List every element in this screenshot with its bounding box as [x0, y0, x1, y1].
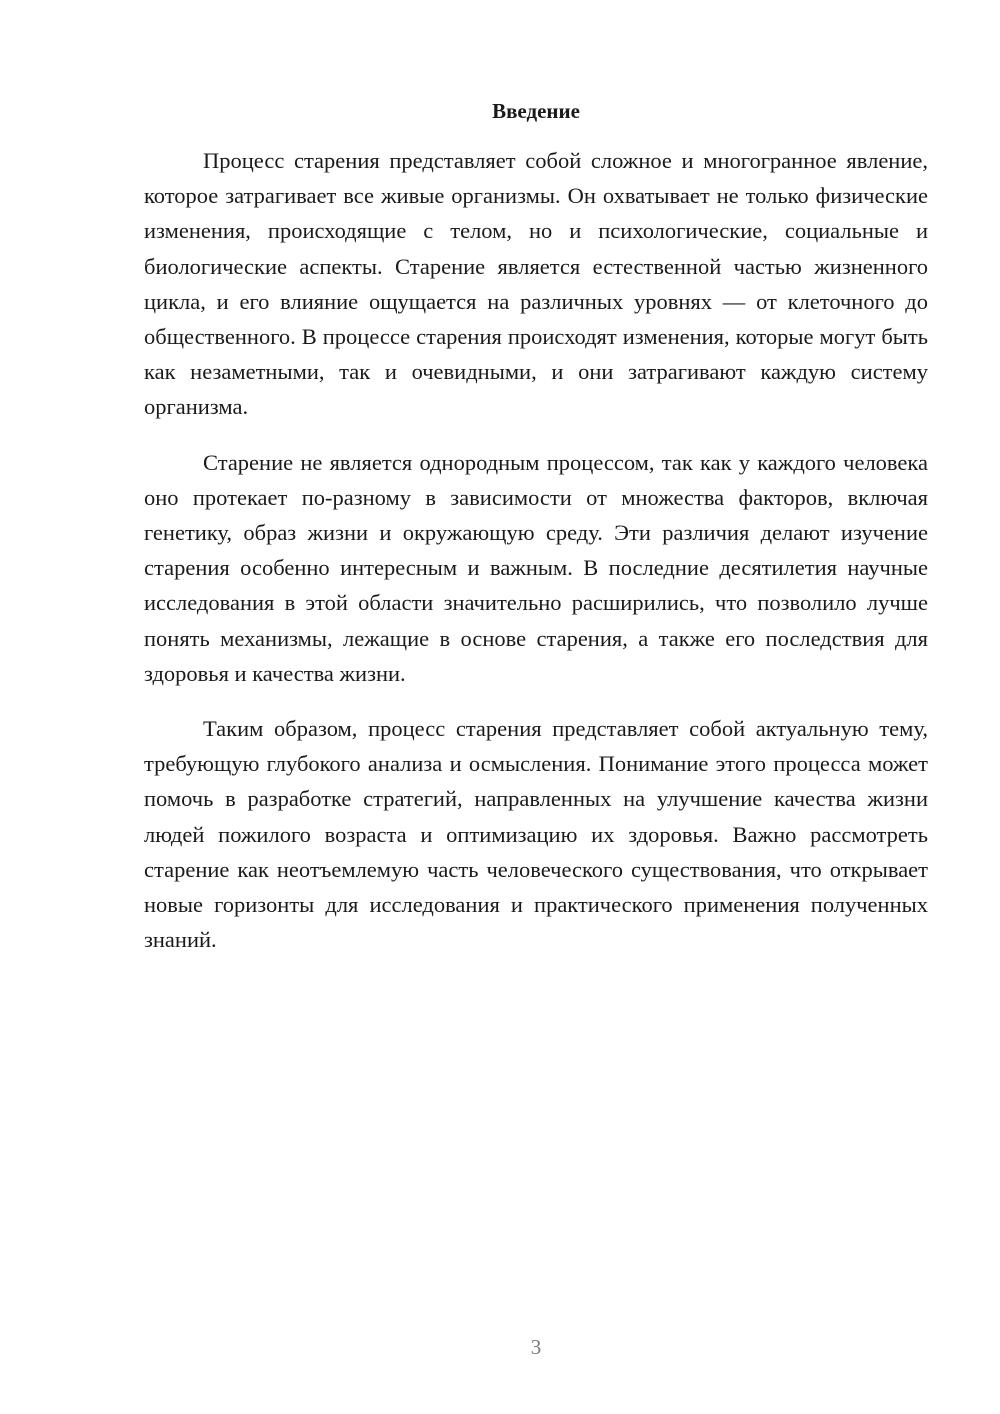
paragraph-2: Старение не является однородным процессом, так как у каждого человека оно протекает по-разному в зависимости от множества факторов, включая генетику, образ жизни и окружающую среду. Эти различия делают изучение старения особенно интересным и важным. В последние десятилетия научные исследования в этой области значительно расширились, что позволило лучше понять механизмы, лежащие в основе старения, а также его последствия для здоровья и качества жизни. [144, 449, 928, 686]
paragraph-1: Процесс старения представляет собой сложное и многогранное явление, которое затрагивает все живые организмы. Он охватывает не только физические изменения, происходящие с телом, но и психологические, социальные и биологические аспекты. Старение является естественной частью жизненного цикла, и его влияние ощущается на различных уровнях — от клеточного до общественного. В процессе старения происходят изменения, которые могут быть как незаметными, так и очевидными, и они затрагивают каждую систему организма. [144, 148, 928, 420]
paragraph-3: Таким образом, процесс старения представляет собой актуальную тему, требующую глубокого анализа и осмысления. Понимание этого процесса может помочь в разработке стратегий, направленных на улучшение качества жизни людей пожилого возраста и оптимизацию их здоровья. Важно рассмотреть старение как неотъемлемую часть человеческого существования, что открывает новые горизонты для исследования и практического применения полученных знаний. [144, 716, 928, 953]
page-number: 3 [530, 1335, 542, 1359]
document-body [144, 143, 928, 977]
section-heading: Введение [492, 99, 580, 123]
